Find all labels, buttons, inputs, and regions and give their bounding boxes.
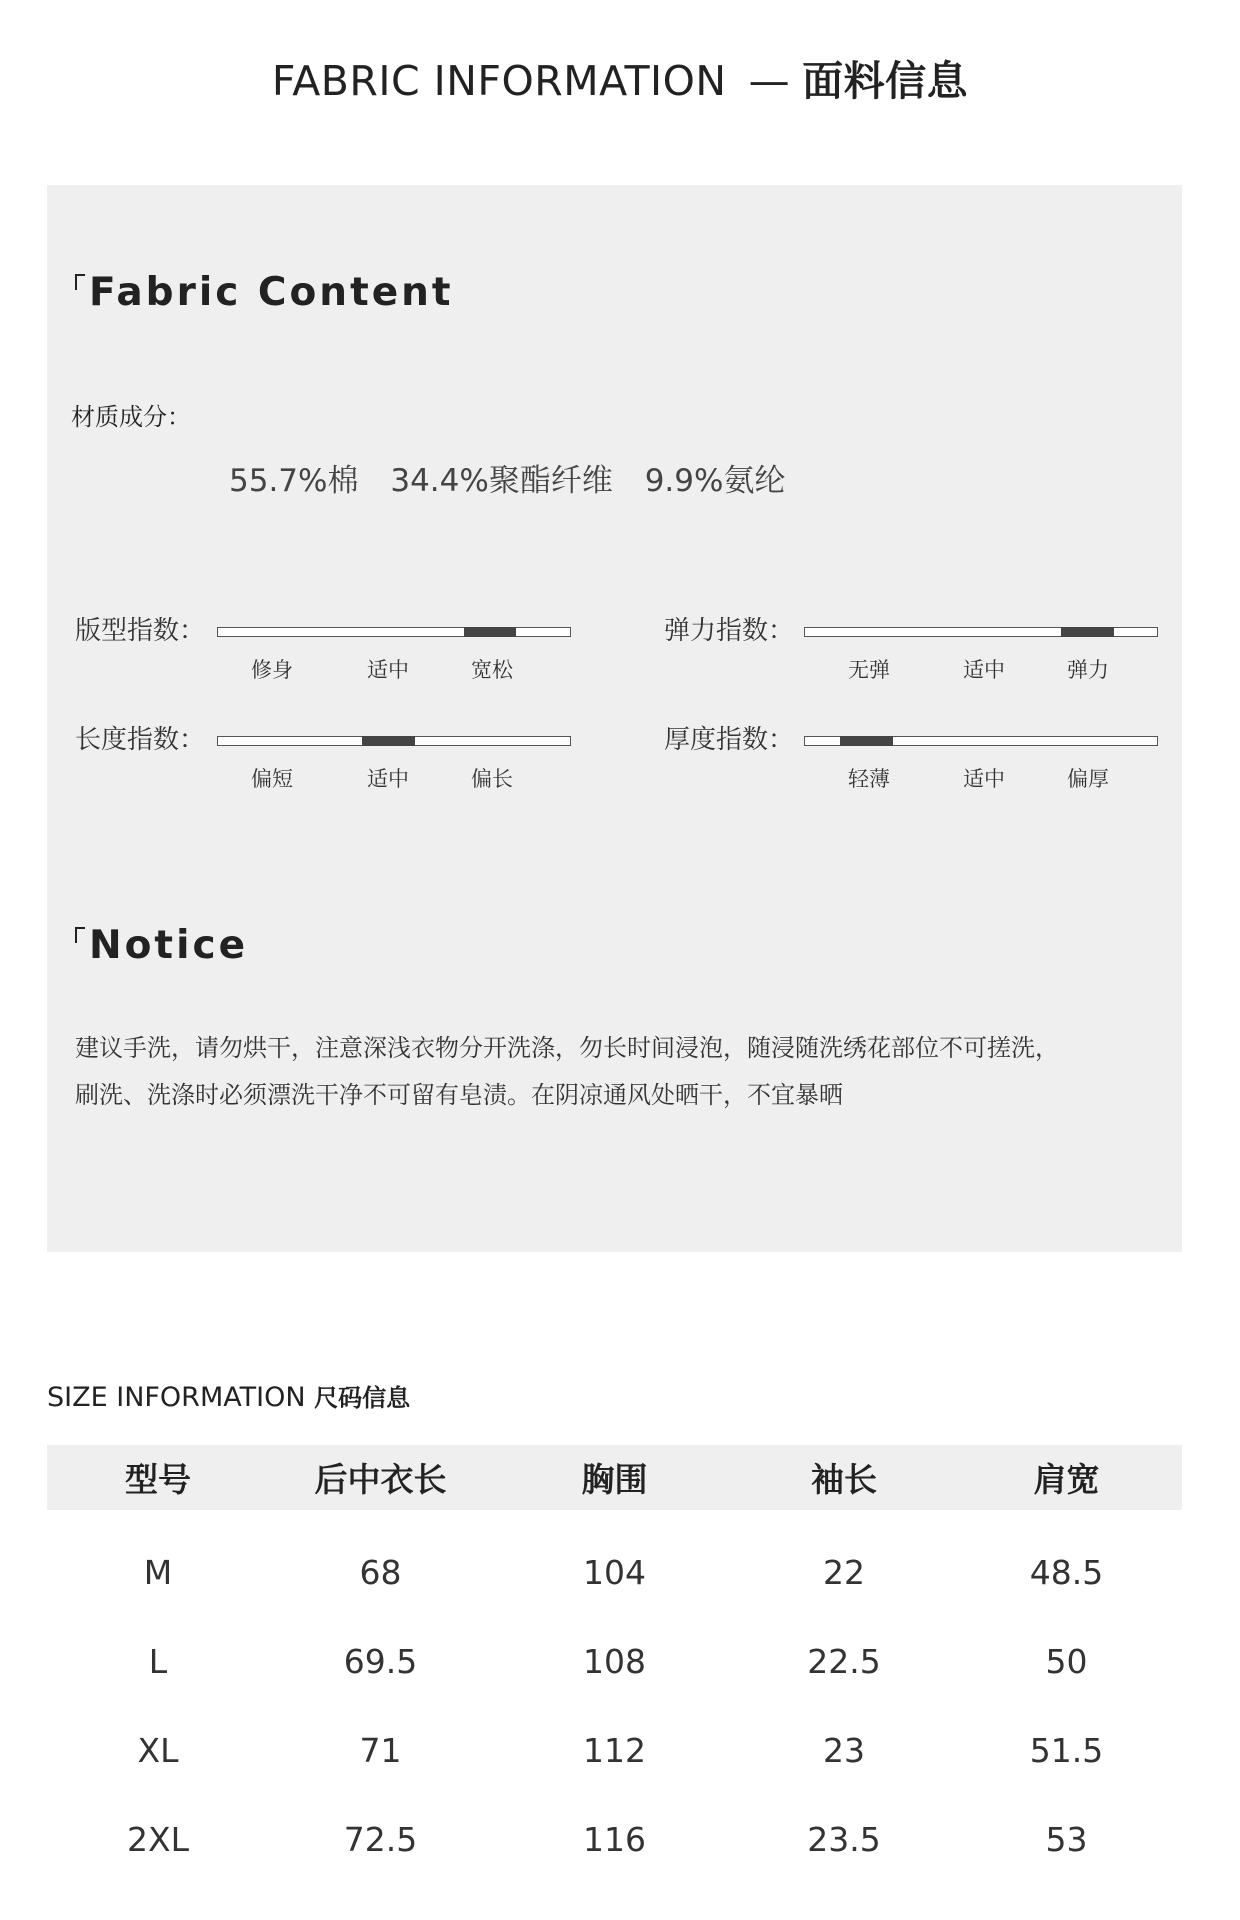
cell-chest: 112 — [583, 1731, 646, 1770]
cell-shoulder: 48.5 — [1029, 1553, 1104, 1592]
cell-sleeve: 23.5 — [807, 1820, 881, 1859]
col-header-size: 型号 — [47, 1445, 269, 1510]
length-tick-short: 偏短 — [251, 767, 293, 791]
cell-sleeve: 23 — [823, 1731, 865, 1770]
col-header-chest: 胸围 — [492, 1445, 737, 1510]
stretch-index-fill — [1061, 627, 1114, 637]
cell-shoulder: 53 — [1045, 1820, 1088, 1859]
corner-bracket-icon — [75, 274, 85, 290]
fabric-content-heading-text: Fabric Content — [89, 270, 454, 315]
cell-size: M — [143, 1553, 173, 1592]
thickness-index-label: 厚度指数： — [664, 725, 795, 755]
col-header-shoulder: 肩宽 — [951, 1445, 1182, 1510]
stretch-tick-none: 无弹 — [848, 658, 890, 682]
material-polyester: 34.4%聚酯纤维 — [390, 463, 613, 499]
size-title — [47, 1378, 410, 1413]
fit-index-track — [217, 627, 571, 637]
length-index-label: 长度指数： — [75, 725, 206, 755]
material-cotton: 55.7%棉 — [229, 463, 359, 499]
stretch-tick-stretch: 弹力 — [1067, 658, 1109, 682]
cell-chest: 104 — [583, 1553, 646, 1592]
thickness-index — [664, 719, 1184, 789]
size-table — [47, 1445, 1182, 1884]
notice-heading — [75, 923, 248, 968]
page-title-cn: 面料信息 — [802, 57, 969, 105]
fit-index-label: 版型指数： — [75, 616, 206, 646]
cell-shoulder: 51.5 — [1029, 1731, 1104, 1770]
cell-size: XL — [137, 1731, 179, 1770]
table-row — [47, 1617, 1182, 1706]
thickness-tick-regular: 适中 — [963, 767, 1005, 791]
col-header-length: 后中衣长 — [269, 1445, 492, 1510]
length-index-track — [217, 736, 571, 746]
material-spandex: 9.9%氨纶 — [644, 463, 786, 499]
title-separator: — — [748, 57, 791, 105]
thickness-tick-thin: 轻薄 — [848, 767, 890, 791]
notice-heading-text: Notice — [89, 923, 249, 968]
thickness-index-fill — [840, 736, 893, 746]
notice-line-1: 建议手洗，请勿烘干，注意深浅衣物分开洗涤，勿长时间浸泡，随浸随洗绣花部位不可搓洗， — [75, 1034, 1059, 1062]
table-row — [47, 1510, 1182, 1617]
cell-length: 71 — [359, 1731, 402, 1770]
stretch-index-track — [804, 627, 1158, 637]
table-row — [47, 1706, 1182, 1795]
cell-shoulder: 50 — [1045, 1642, 1088, 1681]
fit-index — [75, 610, 635, 680]
stretch-tick-regular: 适中 — [963, 658, 1005, 682]
cell-size: 2XL — [127, 1820, 189, 1859]
material-values — [229, 455, 807, 500]
length-index — [75, 719, 635, 789]
col-header-sleeve: 袖长 — [737, 1445, 951, 1510]
notice-text — [75, 1025, 1165, 1119]
cell-length: 69.5 — [343, 1642, 418, 1681]
cell-chest: 108 — [583, 1642, 646, 1681]
page-title-en: FABRIC INFORMATION — [271, 57, 727, 105]
cell-length: 72.5 — [343, 1820, 418, 1859]
fit-index-fill — [464, 627, 517, 637]
cell-chest: 116 — [583, 1820, 646, 1859]
cell-sleeve: 22.5 — [807, 1642, 881, 1681]
fit-tick-loose: 宽松 — [471, 658, 513, 682]
fabric-panel — [47, 185, 1182, 1252]
material-label: 材质成分： — [71, 403, 191, 431]
size-title-en: SIZE INFORMATION — [47, 1382, 306, 1413]
cell-sleeve: 22 — [823, 1553, 865, 1592]
page-title — [0, 48, 1240, 107]
cell-length: 68 — [359, 1553, 402, 1592]
size-title-cn: 尺码信息 — [314, 1384, 411, 1412]
thickness-tick-thick: 偏厚 — [1067, 767, 1109, 791]
corner-bracket-icon — [75, 927, 85, 943]
fit-tick-regular: 适中 — [367, 658, 409, 682]
length-index-fill — [362, 736, 415, 746]
stretch-index — [664, 610, 1184, 680]
size-table-header — [47, 1445, 1182, 1510]
cell-size: L — [148, 1642, 168, 1681]
notice-line-2: 刷洗、洗涤时必须漂洗干净不可留有皂渍。在阴凉通风处晒干，不宜暴晒 — [75, 1081, 843, 1109]
fabric-content-heading — [75, 270, 454, 315]
thickness-index-track — [804, 736, 1158, 746]
fit-tick-slim: 修身 — [251, 658, 293, 682]
length-tick-long: 偏长 — [471, 767, 513, 791]
stretch-index-label: 弹力指数： — [664, 616, 795, 646]
table-row — [47, 1795, 1182, 1884]
length-tick-regular: 适中 — [367, 767, 409, 791]
